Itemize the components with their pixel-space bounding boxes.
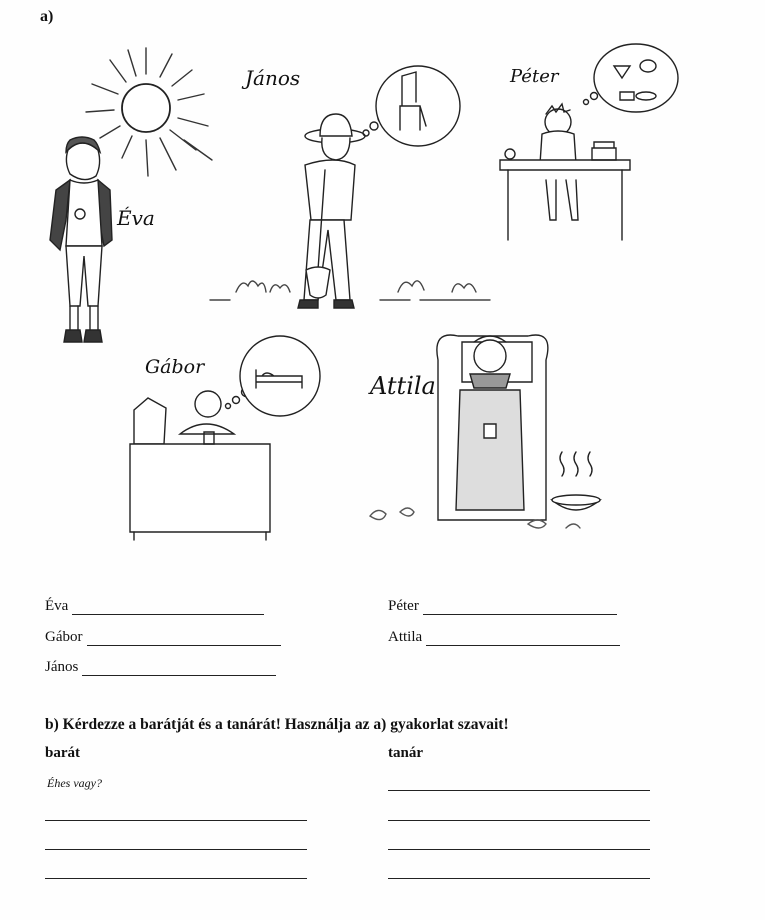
exercise-a-label: a) [40, 8, 54, 25]
answer-blank[interactable] [82, 661, 276, 676]
gabor-figure [130, 391, 270, 540]
exercise-b-instruction: b) Kérdezze a barátját és a tanárát! Használja az a) gyakorlat szavait! [45, 716, 509, 733]
chair-thought-bubble [363, 66, 460, 146]
eva-figure [50, 137, 112, 342]
label-eva: Éva [117, 206, 155, 230]
blank-label: Gábor [45, 629, 83, 645]
blank-label: János [45, 659, 79, 675]
blank-label: Attila [388, 629, 423, 645]
label-peter: Péter [510, 66, 559, 87]
answer-line-right[interactable] [388, 878, 650, 879]
answer-line-right[interactable] [388, 790, 650, 791]
answer-blank[interactable] [426, 631, 620, 646]
illustration-scene [0, 30, 765, 550]
janos-figure [298, 114, 365, 308]
column-title-barat: barát [45, 745, 80, 761]
label-janos: János [245, 66, 301, 90]
blank-label: Éva [45, 598, 69, 614]
blank-row-attila [388, 629, 620, 646]
attila-figure [437, 335, 548, 520]
example-question: Éhes vagy? [47, 776, 102, 790]
answer-blank[interactable] [87, 631, 281, 646]
label-attila: Attila [370, 372, 436, 400]
sun-drawing [86, 48, 212, 176]
column-title-tanar: tanár [388, 745, 423, 761]
answer-blank[interactable] [423, 600, 617, 615]
blank-row-janos [45, 659, 276, 676]
blank-row-peter [388, 598, 617, 615]
peter-figure [500, 104, 630, 240]
blank-row-gabor [45, 629, 281, 646]
answer-blank[interactable] [72, 600, 264, 615]
bed-thought-bubble [226, 336, 321, 416]
answer-line-left[interactable] [45, 878, 307, 879]
blank-row-eva [45, 598, 264, 615]
food-thought-bubble [584, 44, 679, 112]
answer-line-right[interactable] [388, 820, 650, 821]
answer-line-left[interactable] [45, 820, 307, 821]
answer-line-right[interactable] [388, 849, 650, 850]
soup-bowl [552, 452, 600, 510]
answer-line-left[interactable] [45, 849, 307, 850]
label-gabor: Gábor [145, 356, 205, 378]
blank-label: Péter [388, 598, 419, 614]
